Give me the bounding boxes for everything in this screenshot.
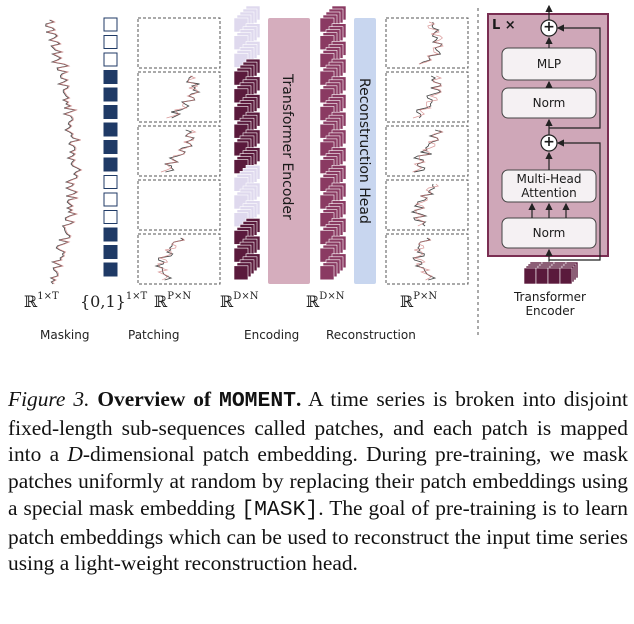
mask-space-math: $\{0,1\}^{1\times T}$ [80,290,148,311]
mask-square [104,88,117,101]
block-input-cube [524,268,536,284]
mask-square [104,141,117,154]
output-patch-signal-overlay [415,184,438,226]
output-patch-signal [417,76,441,118]
recon-cube [320,266,334,280]
output-patch-signal-overlay [414,238,432,280]
output-patch-signal [414,130,442,172]
output-patch-box [386,180,468,230]
reconstruction-label: Reconstruction [326,328,416,342]
embedding-cube [234,266,248,280]
patch-signal-overlay [161,130,196,172]
mask-square [104,263,117,276]
caption-model-name: MOMENT [219,389,297,413]
transformer-encoder-label: Transformer Encoder [279,74,295,220]
patch-box [138,126,220,176]
reconstruction-head-label: Reconstruction Head [356,78,372,224]
mask-square [104,193,117,206]
plus-top-symbol: + [543,19,555,35]
mask-square [104,71,117,84]
input-space-math: ℝ$^{1\times T}$ [24,290,59,311]
plus-mid-symbol: + [543,134,555,150]
patch-signal-overlay [158,238,185,280]
mask-square [104,176,117,189]
masking-label: Masking [40,328,90,342]
caption-mask-token: [MASK] [241,497,319,522]
recon-space-math: ℝ$^{D\times N}$ [306,290,345,311]
patch-signal [165,130,194,172]
block-input-label-line1: Transformer [513,290,586,304]
input-signal-line-overlay [47,20,82,284]
caption-title-end: . [296,387,302,411]
attention-label-line2: Attention [521,186,577,200]
patch-box [138,180,220,230]
output-patch-signal-overlay [413,130,443,172]
block-input-embeddings [524,262,578,284]
patch-signal [171,76,199,118]
mlp-label: MLP [536,57,562,71]
reconstruction-embeddings [320,6,346,280]
mask-square [104,106,117,119]
caption-figure-number: Figure 3. [8,387,90,411]
figure-caption [8,386,628,577]
patching-label: Patching [128,328,180,342]
caption-dimension: D [67,442,83,467]
mask-square [104,246,117,259]
block-input-cube [560,268,572,284]
output-patch-signal [412,184,435,226]
caption-title-prefix: Overview of [97,387,212,411]
patch-signal [156,238,184,280]
attention-label-line1: Multi-Head [516,172,582,186]
output-patch-signal [413,238,435,280]
mask-square [104,123,117,136]
patch-embeddings [234,6,260,280]
mask-square [104,36,117,49]
caption-text-2: -dimensional patch embedding. During pre-training, we mask patches uniformly at random by replacing their patch embeddings using a special mask embedding [8,442,629,520]
block-input-cube [536,268,548,284]
mask-vector [104,18,117,276]
output-space-math: ℝ$^{P\times N}$ [400,290,438,311]
encoding-label: Encoding [244,328,300,342]
input-time-series [46,20,82,284]
mask-square [104,158,117,171]
mask-square [104,53,117,66]
patch-box [138,18,220,68]
output-patches [386,18,468,284]
embed-space-math: ℝ$^{D\times N}$ [220,290,259,311]
block-input-label-line2: Encoder [525,304,575,318]
caption-text-3: . The goal of pre-training is to learn patch embeddings which can be used to reconstruct the input time series using a light-weight reconstruction head. [8,495,628,576]
block-input-cube [548,268,560,284]
block-repeat-label: L × [492,18,516,33]
patch-box [138,234,220,284]
mask-square [104,18,117,31]
patch-boxes [138,18,220,284]
patch-space-math: ℝ$^{P\times N}$ [154,290,192,311]
output-patch-box [386,234,468,284]
mask-square [104,211,117,224]
mask-square [104,228,117,241]
norm-top-label: Norm [532,96,566,110]
norm-bottom-label: Norm [532,226,566,240]
caption-text-1: A time series is broken into disjoint fixed-length sub-sequences called patches, and each patch is mapped into a [8,387,628,467]
